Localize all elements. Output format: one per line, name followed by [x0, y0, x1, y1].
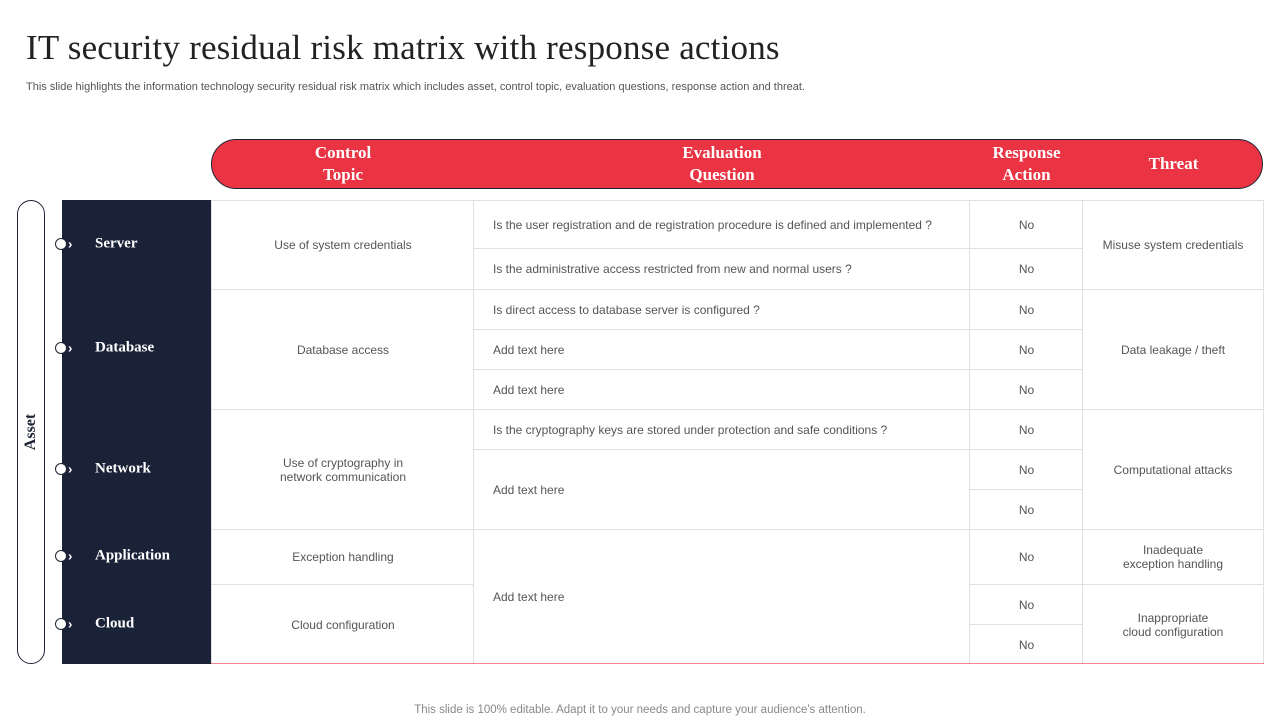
header-response-action: Response Action [992, 143, 1061, 184]
chevron-right-icon: › [68, 616, 73, 632]
chevron-right-icon: › [68, 461, 73, 477]
table-header [211, 139, 1263, 189]
table-bottom-border [211, 663, 1264, 664]
response-cell: No [969, 369, 1083, 409]
threat-network: Computational attacks [1082, 409, 1264, 529]
response-cell: No [969, 409, 1083, 449]
question-row: Add text here [473, 449, 970, 529]
threat-cloud: Inappropriate cloud configuration [1082, 584, 1264, 664]
bullet-dot-icon [55, 342, 67, 354]
response-cell: No [969, 489, 1083, 529]
header-threat: Threat [1148, 154, 1199, 173]
response-cell: No [969, 624, 1083, 664]
asset-server: Server [95, 235, 138, 252]
response-cell: No [969, 248, 1083, 289]
response-cell: No [969, 200, 1083, 248]
bullet-dot-icon [55, 463, 67, 475]
control-application: Exception handling [211, 529, 474, 584]
bullet-dot-icon [55, 238, 67, 250]
response-cell: No [969, 584, 1083, 624]
control-server: Use of system credentials [211, 200, 474, 289]
question-row: Is the user registration and de registration procedure is defined and implemented ? [473, 200, 970, 248]
page-title: IT security residual risk matrix with response actions [26, 28, 780, 67]
asset-axis-label: Asset [22, 413, 39, 451]
response-cell: No [969, 329, 1083, 369]
response-cell: No [969, 529, 1083, 584]
control-database: Database access [211, 289, 474, 409]
bullet-dot-icon [55, 618, 67, 630]
threat-database: Data leakage / theft [1082, 289, 1264, 409]
chevron-right-icon: › [68, 340, 73, 356]
question-row: Add text here [473, 529, 970, 664]
bullet-dot-icon [55, 550, 67, 562]
chevron-right-icon: › [68, 548, 73, 564]
threat-server: Misuse system credentials [1082, 200, 1264, 289]
header-control-topic: Control Topic [314, 143, 372, 184]
threat-application: Inadequate exception handling [1082, 529, 1264, 584]
header-evaluation-question: Evaluation Question [682, 143, 762, 184]
asset-database: Database [95, 339, 155, 356]
control-network: Use of cryptography in network communication [211, 409, 474, 529]
question-row: Is direct access to database server is configured ? [473, 289, 970, 329]
page-subtitle: This slide highlights the information technology security residual risk matrix which includes asset, control topic, evaluation questions, response action and threat. [26, 81, 805, 93]
asset-column [62, 200, 211, 664]
control-cloud: Cloud configuration [211, 584, 474, 664]
question-row: Is the cryptography keys are stored under protection and safe conditions ? [473, 409, 970, 449]
response-cell: No [969, 289, 1083, 329]
question-row: Is the administrative access restricted from new and normal users ? [473, 248, 970, 289]
response-cell: No [969, 449, 1083, 489]
question-row: Add text here [473, 369, 970, 409]
asset-network: Network [95, 460, 151, 477]
footer-note: This slide is 100% editable. Adapt it to your needs and capture your audience's attention. [414, 704, 866, 716]
asset-application: Application [95, 547, 171, 564]
question-row: Add text here [473, 329, 970, 369]
chevron-right-icon: › [68, 236, 73, 252]
asset-cloud: Cloud [95, 615, 135, 632]
